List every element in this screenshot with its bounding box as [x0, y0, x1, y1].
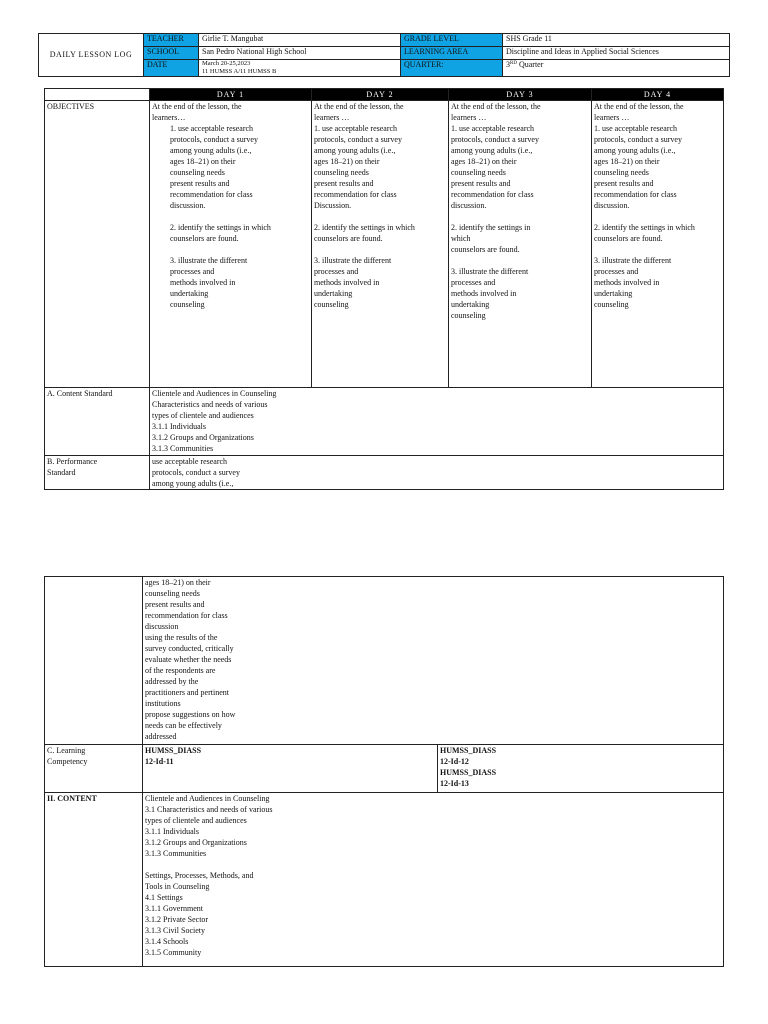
objectives-label: OBJECTIVES [45, 101, 150, 388]
day-1-header: DAY 1 [150, 89, 312, 101]
school-label: SCHOOL [144, 47, 199, 60]
objectives-day-4: At the end of the lesson, the learners … 1. use acceptable research protocols, conduct a survey among young adults (i.e., ages 18–21) on their counseling needs present results and recommendation for class discussion. 2. identify the settings in which counselors are found. 3. illustrate the different processes and methods involved in undertaking counseling [592, 101, 724, 388]
day-4-header: DAY 4 [592, 89, 724, 101]
date-label: DATE [144, 60, 199, 77]
objectives-day-1-body: 1. use acceptable research protocols, conduct a survey among young adults (i.e., ages 18–21) on their counseling needs present results and recommendation for class discussion. 2. identify the settings in which counselors are found. 3. illustrate the different processes and methods involved in undertaking counseling [170, 124, 271, 309]
area-value: Discipline and Ideas in Applied Social Sciences [503, 47, 730, 60]
day-3-header: DAY 3 [449, 89, 592, 101]
learning-competency-label: C. Learning Competency [45, 745, 143, 793]
teacher-value: Girlie T. Mangubat [199, 34, 401, 47]
objectives-day-1-intro: At the end of the lesson, the learners… [152, 102, 242, 122]
learning-competency-right: HUMSS_DIASS 12-Id-12 HUMSS_DIASS 12-Id-13 [438, 745, 724, 793]
content-standard-text: Clientele and Audiences in Counseling Characteristics and needs of various types of clientele and audiences 3.1.1 Individuals 3.1.2 Groups and Organizations 3.1.3 Communities [150, 388, 724, 456]
grade-value: SHS Grade 11 [503, 34, 730, 47]
content-standard-label: A. Content Standard [45, 388, 150, 456]
quarter-label: QUARTER: [401, 60, 503, 77]
performance-standard-label: B. Performance Standard [45, 456, 150, 490]
objectives-day-3: At the end of the lesson, the learners … 1. use acceptable research protocols, conduct a survey among young adults (i.e., ages 18–21) on their counseling needs present results and recommendation for class discussion. 2. identify the settings in which counselors are found. 3. illustrate the different processes and methods involved in undertaking counseling [449, 101, 592, 388]
grade-label: GRADE LEVEL [401, 34, 503, 47]
quarter-suffix: RD [510, 61, 517, 66]
header-table [38, 33, 730, 77]
content-text: Clientele and Audiences in Counseling 3.1 Characteristics and needs of various types of clientele and audiences 3.1.1 Individuals 3.1.2 Groups and Organizations 3.1.3 Communities Settings, Processes, Methods, and Tools in Counseling 4.1 Settings 3.1.1 Government 3.1.2 Private Sector 3.1.3 Civil Society 3.1.4 Schools 3.1.5 Community [143, 793, 724, 967]
area-label: LEARNING AREA [401, 47, 503, 60]
quarter-value [503, 60, 730, 77]
performance-standard-continued-label [45, 577, 143, 745]
lesson-table-page-1 [44, 88, 724, 490]
date-line-2: 11 HUMSS A/11 HUMSS B [202, 68, 277, 75]
date-line-1: March 20-25,2023 [202, 60, 251, 67]
log-title [39, 34, 144, 77]
learning-competency-left: HUMSS_DIASS 12-Id-11 [143, 745, 438, 793]
log-title-text: DAILY LESSON LOG [49, 50, 133, 59]
blank-corner [45, 89, 150, 101]
quarter-number: 3 [506, 60, 510, 69]
date-value [199, 60, 401, 77]
teacher-label: TEACHER [144, 34, 199, 47]
objectives-day-2: At the end of the lesson, the learners … 1. use acceptable research protocols, conduct a survey among young adults (i.e., ages 18–21) on their counseling needs present results and recommendation for class Discussion. 2. identify the settings in which counselors are found. 3. illustrate the different processes and methods involved in undertaking counseling [312, 101, 449, 388]
day-2-header: DAY 2 [312, 89, 449, 101]
school-value: San Pedro National High School [199, 47, 401, 60]
content-label: II. CONTENT [45, 793, 143, 967]
performance-standard-text-1: use acceptable research protocols, conduct a survey among young adults (i.e., [150, 456, 724, 490]
objectives-day-1 [150, 101, 312, 388]
quarter-word: Quarter [518, 60, 544, 69]
lesson-table-page-2 [44, 576, 724, 967]
performance-standard-text-2: ages 18–21) on their counseling needs present results and recommendation for class discussion using the results of the survey conducted, critically evaluate whether the needs of the respondents are addressed by the practitioners and pertinent institutions propose suggestions on how needs can be effectively addressed [143, 577, 724, 745]
